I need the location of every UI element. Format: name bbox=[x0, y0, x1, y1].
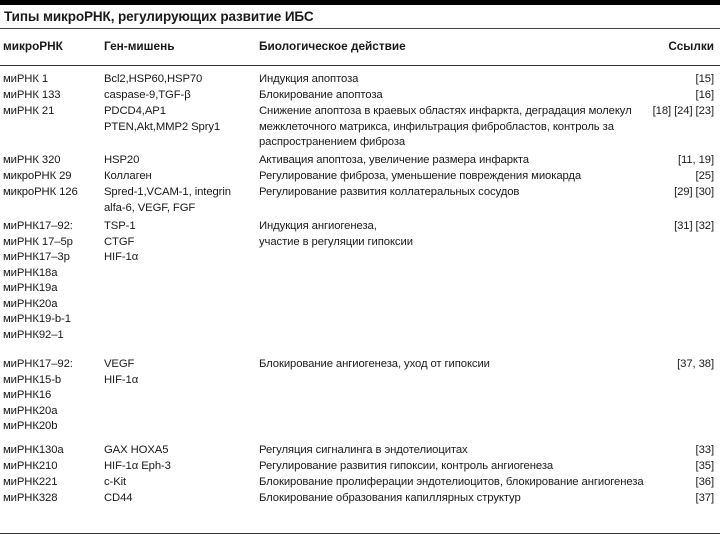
header-mirna: микроРНК bbox=[3, 39, 63, 53]
table-row bbox=[0, 219, 720, 357]
cell-mirna: миРНК130а bbox=[3, 444, 64, 456]
cell-target: PDCD4,AP1 PTEN,Akt,MMP2 Spry1 bbox=[104, 105, 221, 133]
cell-refs: [25] bbox=[695, 170, 714, 182]
table-title: Типы микроРНК, регулирующих развитие ИБС bbox=[0, 5, 720, 29]
cell-target: TSP-1 CTGF HIF-1α bbox=[104, 220, 139, 263]
cell-mirna: миРНК17–92: миРНК 17–5р миРНК17–3р миРНК18а миРНК19а миРНК20а миРНК19-b-1 миРНК92–1 bbox=[3, 220, 73, 341]
cell-action: Блокирование апоптоза bbox=[259, 89, 383, 101]
cell-refs: [37] bbox=[695, 492, 714, 504]
cell-refs: [15] bbox=[695, 73, 714, 85]
cell-action: Регулирование развития коллатеральных сосудов bbox=[259, 186, 520, 198]
table-row bbox=[0, 185, 720, 219]
cell-refs: [16] bbox=[695, 89, 714, 101]
table-row bbox=[0, 88, 720, 104]
cell-refs: [11, 19] bbox=[677, 154, 714, 166]
cell-mirna: миРНК210 bbox=[3, 460, 58, 472]
cell-refs: [36] bbox=[695, 476, 714, 488]
cell-refs: [33] bbox=[695, 444, 714, 456]
cell-target: HIF-1α Eph-3 bbox=[104, 460, 171, 472]
cell-action: Блокирование образования капиллярных структур bbox=[259, 492, 521, 504]
cell-refs: [35] bbox=[695, 460, 714, 472]
cell-target: Spred-1,VCAM-1, integrin alfa-6, VEGF, FGF bbox=[104, 186, 231, 214]
header-action: Биологическое действие bbox=[259, 39, 406, 53]
table-row bbox=[0, 104, 720, 153]
cell-mirna: миРНК221 bbox=[3, 476, 58, 488]
header-target: Ген-мишень bbox=[104, 39, 175, 53]
cell-action: Регуляция сигналинга в эндотелиоцитах bbox=[259, 444, 468, 456]
cell-action: Регулирование развития гипоксии, контроль ангиогенеза bbox=[259, 460, 554, 472]
table-row bbox=[0, 475, 720, 491]
table-row bbox=[0, 491, 720, 507]
table-bottom-rule bbox=[0, 533, 720, 534]
table-page bbox=[0, 5, 720, 507]
cell-target: caspase-9,TGF-β bbox=[104, 89, 191, 101]
cell-mirna: миРНК17–92: миРНК15-b миРНК16 миРНК20а миРНК20b bbox=[3, 358, 73, 432]
cell-refs: [29] [30] bbox=[674, 186, 714, 198]
cell-target: CD44 bbox=[104, 492, 133, 504]
cell-action: Блокирование пролиферации эндотелиоцитов, блокирование ангиогенеза bbox=[259, 476, 644, 488]
cell-target: Коллаген bbox=[104, 170, 152, 182]
table-row bbox=[0, 357, 720, 443]
table-row bbox=[0, 459, 720, 475]
cell-mirna: миРНК 133 bbox=[3, 89, 61, 101]
cell-mirna: микроРНК 29 bbox=[3, 170, 72, 182]
cell-action: Активация апоптоза, увеличение размера инфаркта bbox=[259, 154, 529, 166]
cell-mirna: миРНК328 bbox=[3, 492, 58, 504]
cell-target: c-Kit bbox=[104, 476, 127, 488]
header-refs: Ссылки bbox=[668, 39, 714, 53]
table-row bbox=[0, 443, 720, 459]
cell-mirna: микроРНК 126 bbox=[3, 186, 78, 198]
cell-target: HSP20 bbox=[104, 154, 140, 166]
cell-mirna: миРНК 1 bbox=[3, 73, 49, 85]
cell-action: Индукция ангиогенеза, участие в регуляции гипоксии bbox=[259, 220, 413, 248]
table-row bbox=[0, 153, 720, 169]
cell-target: VEGF HIF-1α bbox=[104, 358, 139, 386]
cell-refs: [18] [24] [23] bbox=[652, 105, 714, 117]
cell-target: GAX HOXA5 bbox=[104, 444, 169, 456]
cell-refs: [37, 38] bbox=[677, 358, 714, 370]
cell-action: Блокирование ангиогенеза, уход от гипоксии bbox=[259, 358, 490, 370]
cell-mirna: миРНК 21 bbox=[3, 105, 55, 117]
cell-action: Индукция апоптоза bbox=[259, 73, 359, 85]
table-row bbox=[0, 72, 720, 88]
table-row bbox=[0, 169, 720, 185]
cell-refs: [31] [32] bbox=[674, 220, 714, 232]
cell-target: Bcl2,HSP60,HSP70 bbox=[104, 73, 203, 85]
table-header bbox=[0, 29, 720, 66]
cell-action: Снижение апоптоза в краевых областях инфаркта, деградация молекул межклеточного матрикса, инфильтрация фибробластов, контроль за распространением фиброза bbox=[259, 105, 632, 148]
cell-action: Регулирование фиброза, уменьшение повреждения миокарда bbox=[259, 170, 582, 182]
cell-mirna: миРНК 320 bbox=[3, 154, 61, 166]
